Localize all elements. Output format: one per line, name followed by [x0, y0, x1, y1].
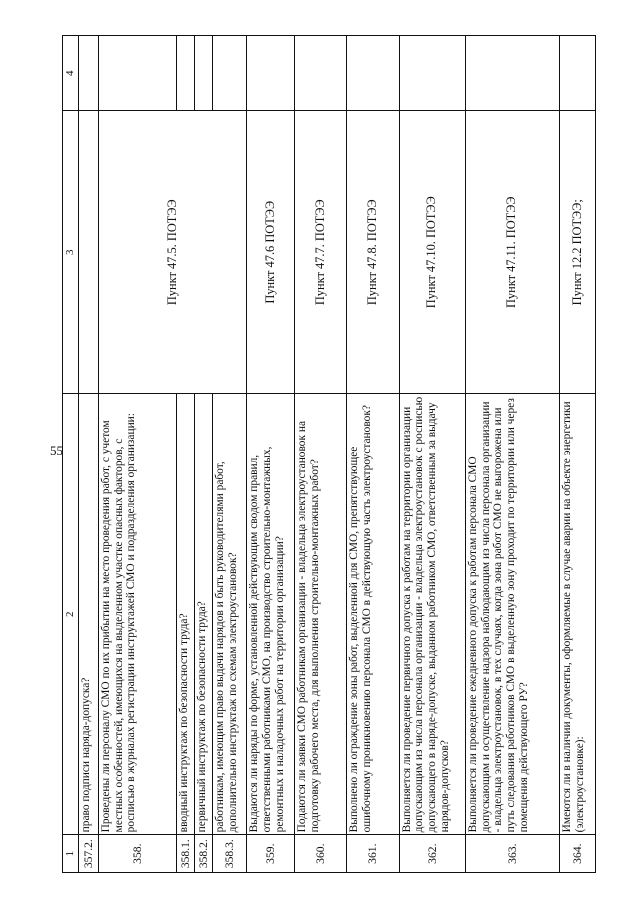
table-row: [399, 36, 465, 873]
rotated-page-content: [62, 35, 596, 873]
requirement-text: Имеются ли в наличии документы, оформляемые в случае аварии на объекте энергетики (электроустановке):: [560, 394, 596, 835]
reference-cell: Пункт 47.8. ПОТЭЭ: [346, 111, 399, 394]
result-cell: [98, 36, 177, 111]
requirement-text: работникам, имеющим право выдачи нарядов и быть руководителями работ, дополнительно инструктаж по схемам электроустановок?: [213, 394, 247, 835]
header-col-1: 1: [63, 835, 79, 873]
requirement-text: право подписи наряда-допуска?: [78, 394, 98, 835]
row-number: 359.: [247, 835, 295, 873]
checklist-table: [62, 35, 596, 873]
header-col-3: 3: [63, 111, 79, 394]
result-cell: [247, 36, 295, 111]
row-number: 364.: [560, 835, 596, 873]
row-number: 358.: [98, 835, 177, 873]
row-number: 362.: [399, 835, 465, 873]
row-number: 357.2.: [78, 835, 98, 873]
requirement-text: вводный инструктаж по безопасности труда?: [177, 394, 195, 835]
requirement-text: Выполнено ли ограждение зоны работ, выделенной для СМО, препятствующее ошибочному проникновению персонала СМО в действующую часть электроустановок?: [346, 394, 399, 835]
row-number: 358.3.: [213, 835, 247, 873]
requirement-text: Выполняется ли проведение первичного допуска к работам на территории организации допускающим из числа персонала организации - владельца электроустановок с росписью допускающего в наряде-допуске, выданном работником СМО, ответственным за выдачу нарядов-допусков?: [399, 394, 465, 835]
table-row: [560, 36, 596, 873]
reference-cell: Пункт 12.2 ПОТЭЭ;: [560, 111, 596, 394]
table-row: [98, 36, 177, 873]
result-cell: [78, 36, 98, 111]
result-cell: [465, 36, 559, 111]
row-number: 360.: [295, 835, 347, 873]
table-row: [465, 36, 559, 873]
reference-cell: Пункт 47.11. ПОТЭЭ: [465, 111, 559, 394]
result-cell: [346, 36, 399, 111]
row-number: 363.: [465, 835, 559, 873]
requirement-text: Выдаются ли наряды по форме, установленной действующим сводом правил, ответственными работниками СМО, на производство строительно-монтажных, ремонтных и наладочных работ на территории организации?: [247, 394, 295, 835]
result-cell: [560, 36, 596, 111]
header-col-4: 4: [63, 36, 79, 111]
result-cell: [213, 36, 247, 111]
table-header-row: [63, 36, 79, 873]
row-number: 361.: [346, 835, 399, 873]
row-number: 358.2.: [195, 835, 213, 873]
requirement-text: первичный инструктаж по безопасности труда?: [195, 394, 213, 835]
page-number: 55: [50, 443, 63, 458]
row-number: 358.1.: [177, 835, 195, 873]
reference-cell: [78, 111, 98, 394]
table-row: [295, 36, 347, 873]
reference-cell: Пункт 47.5. ПОТЭЭ: [98, 111, 246, 394]
result-cell: [399, 36, 465, 111]
result-cell: [295, 36, 347, 111]
reference-cell: Пункт 47.7. ПОТЭЭ: [295, 111, 347, 394]
result-cell: [177, 36, 195, 111]
requirement-text: Проведены ли персоналу СМО по их прибытии на место проведения работ, с учетом местных особенностей, имеющихся на выделенном участке опасных факторов, с росписью в журналах регистрации инструктажей СМО и подразделения организации:: [98, 394, 177, 835]
reference-cell: Пункт 47.6 ПОТЭЭ: [247, 111, 295, 394]
reference-cell: Пункт 47.10. ПОТЭЭ: [399, 111, 465, 394]
table-row: [78, 36, 98, 873]
requirement-text: Выполняется ли проведение ежедневного допуска к работам персонала СМО допускающим и осуществление надзора наблюдающим из числа персонала организации - владельца электроустановок, в тех случаях, когда зона работ СМО не выгорожена или путь следования работников СМО в выделенную зону проходит по территории или через помещения действующего РУ?: [465, 394, 559, 835]
requirement-text: Подаются ли заявки СМО работникам организации - владельца электроустановок на подготовку рабочего места, для выполнения строительно-монтажных работ?: [295, 394, 347, 835]
header-col-2: 2: [63, 394, 79, 835]
result-cell: [195, 36, 213, 111]
table-row: [247, 36, 295, 873]
table-row: [346, 36, 399, 873]
